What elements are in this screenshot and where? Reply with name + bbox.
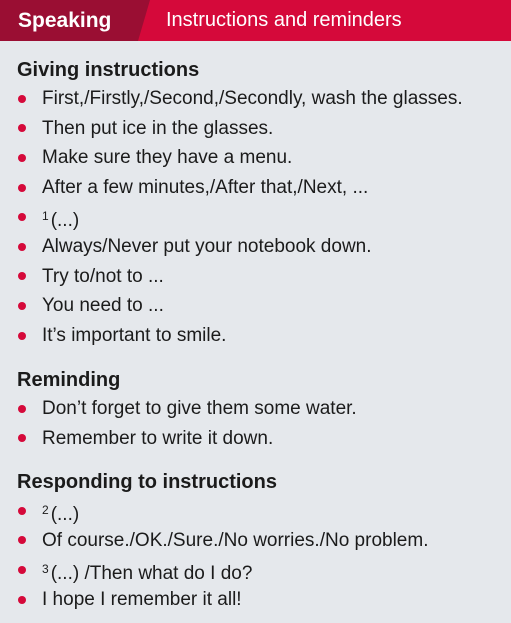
list-item bbox=[17, 114, 501, 144]
bullet-icon bbox=[18, 272, 26, 280]
section-reminding bbox=[17, 366, 501, 453]
section-heading: Giving instructions bbox=[17, 59, 200, 81]
bullet-icon bbox=[18, 507, 26, 515]
list-item bbox=[17, 291, 501, 321]
page-title: Instructions and reminders bbox=[166, 9, 402, 31]
phrase-list bbox=[17, 394, 501, 453]
bullet-icon bbox=[18, 213, 26, 221]
list-item-text: It’s important to smile. bbox=[42, 324, 227, 346]
bullet-icon bbox=[18, 405, 26, 413]
list-item bbox=[17, 424, 501, 454]
list-item-text: (...) bbox=[50, 210, 80, 232]
list-item-text: After a few minutes,/After that,/Next, ... bbox=[42, 176, 369, 198]
list-item-text: (...) bbox=[50, 504, 80, 525]
phrase-list bbox=[17, 84, 501, 350]
section-heading: Responding to instructions bbox=[17, 471, 277, 493]
list-item-text: Don’t forget to give them some water. bbox=[42, 398, 357, 419]
list-item bbox=[17, 262, 501, 292]
list-item bbox=[17, 526, 501, 556]
bullet-icon bbox=[18, 536, 26, 544]
list-item-text: Try to/not to ... bbox=[42, 265, 164, 287]
list-item bbox=[17, 173, 501, 203]
list-item-text: You need to ... bbox=[42, 295, 164, 317]
bullet-icon bbox=[18, 434, 26, 442]
list-item bbox=[17, 321, 501, 351]
section-giving-instructions bbox=[17, 56, 501, 350]
list-item bbox=[17, 585, 501, 615]
section-heading: Reminding bbox=[17, 369, 121, 391]
bullet-icon bbox=[18, 95, 26, 103]
list-item-text: Of course./OK./Sure./No worries./No problem. bbox=[42, 529, 429, 551]
bullet-icon bbox=[18, 243, 26, 251]
bullet-icon bbox=[18, 332, 26, 340]
phrase-list bbox=[17, 496, 501, 614]
bullet-icon bbox=[18, 566, 26, 574]
list-item-text: First,/Firstly,/Second,/Secondly, wash the glasses. bbox=[42, 88, 463, 109]
gap-number: 2 bbox=[42, 503, 49, 517]
list-item bbox=[17, 394, 501, 424]
gap-number: 1 bbox=[42, 209, 49, 224]
list-item-text: Make sure they have a menu. bbox=[42, 147, 293, 169]
bullet-icon bbox=[18, 302, 26, 310]
list-item-text: Remember to write it down. bbox=[42, 427, 274, 449]
bullet-icon bbox=[18, 154, 26, 162]
list-item-text: I hope I remember it all! bbox=[42, 588, 242, 610]
list-item bbox=[17, 555, 501, 585]
list-item bbox=[17, 84, 501, 114]
bullet-icon bbox=[18, 596, 26, 604]
list-item bbox=[17, 232, 501, 262]
bullet-icon bbox=[18, 124, 26, 132]
list-item-text: Then put ice in the glasses. bbox=[42, 117, 274, 139]
list-item-text: (...) /Then what do I do? bbox=[50, 563, 253, 585]
gap-number: 3 bbox=[42, 562, 49, 577]
list-item-text: Always/Never put your notebook down. bbox=[42, 235, 372, 257]
bullet-icon bbox=[18, 184, 26, 192]
section-responding-to-instructions bbox=[17, 468, 501, 614]
list-item bbox=[17, 496, 501, 526]
section-tab-label: Speaking bbox=[18, 9, 112, 32]
list-item bbox=[17, 202, 501, 232]
header-bar bbox=[0, 0, 511, 41]
list-item bbox=[17, 143, 501, 173]
